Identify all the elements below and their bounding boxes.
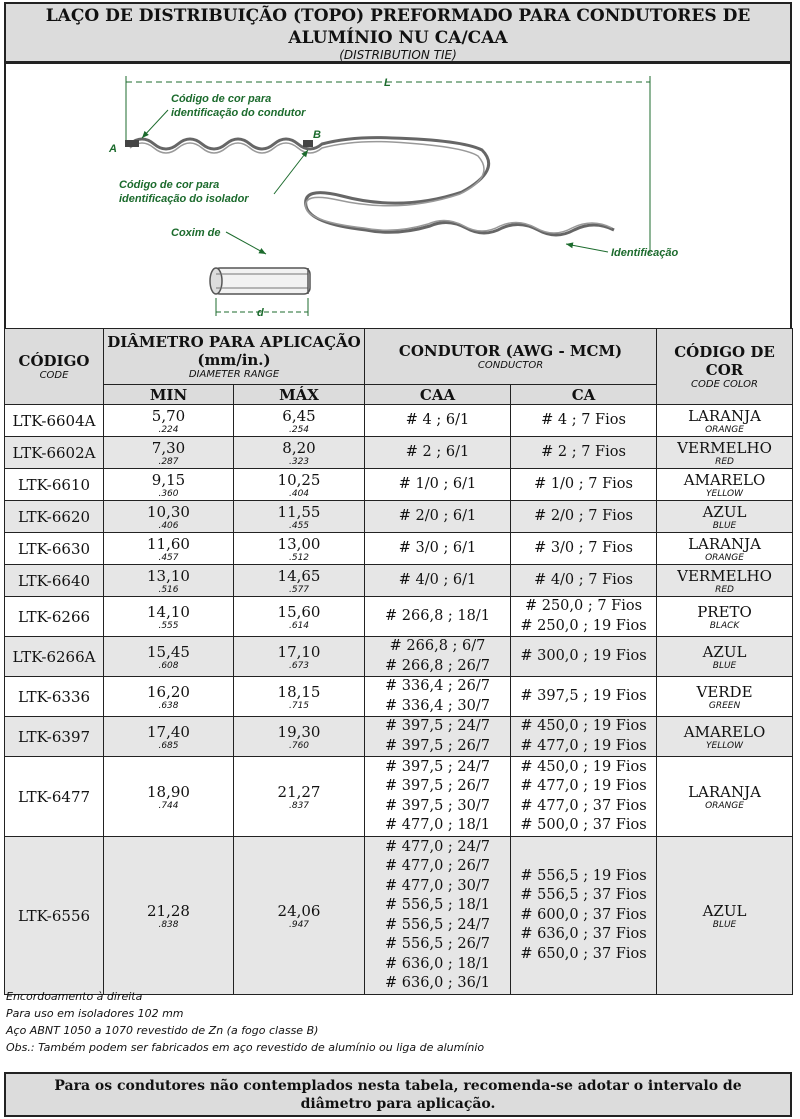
pad-tube — [210, 268, 310, 294]
caa-value: # 397,5 ; 26/7 — [385, 778, 490, 794]
table-body — [5, 405, 793, 995]
footer-recommendation — [4, 1072, 792, 1117]
max-in: .254 — [288, 424, 310, 435]
footer-line-1: Para os condutores não contemplados nesta tabela, recomenda-se adotar o intervalo de — [54, 1078, 742, 1094]
ca-cell — [511, 533, 657, 565]
min-mm: 15,45 — [147, 642, 190, 661]
ca-cell — [511, 565, 657, 597]
header-caa: CAA — [365, 385, 511, 405]
caa-value: # 556,5 ; 18/1 — [385, 897, 490, 913]
ca-value: # 300,0 ; 19 Fios — [520, 647, 647, 664]
max-cell — [234, 677, 365, 717]
title-line-1: LAÇO DE DISTRIBUIÇÃO (TOPO) PREFORMADO PARA CONDUTORES DE — [45, 6, 751, 26]
min-in: .224 — [158, 424, 179, 435]
ca-value: # 556,5 ; 19 Fios — [520, 867, 647, 884]
color-name: LARANJA — [688, 534, 761, 553]
insulator-color-code-line-2: identificação do isolador — [119, 193, 249, 205]
min-in: .360 — [158, 488, 179, 499]
max-cell — [234, 837, 365, 995]
code-cell — [5, 405, 104, 437]
max-mm: 15,60 — [277, 602, 321, 621]
caa-value: # 2/0 ; 6/1 — [398, 507, 477, 524]
code-cell — [5, 437, 104, 469]
max-cell — [234, 469, 365, 501]
code-cell — [5, 637, 104, 677]
ca-value: # 450,0 ; 19 Fios — [520, 718, 647, 734]
color-cell — [657, 757, 793, 837]
header-conductor-en: CONDUCTOR — [477, 359, 544, 371]
caa-value: # 266,8 ; 18/1 — [385, 607, 490, 624]
ca-value: # 500,0 ; 37 Fios — [520, 817, 647, 833]
caa-cell — [365, 757, 511, 837]
min-mm: 11,60 — [147, 534, 190, 553]
caa-cell — [365, 501, 511, 533]
caa-cell — [365, 717, 511, 757]
header-diameter-unit: (mm/in.) — [197, 350, 271, 369]
max-cell — [234, 501, 365, 533]
title-subtitle: (DISTRIBUTION TIE) — [339, 48, 457, 62]
header-color-label: CÓDIGO DE COR — [674, 342, 775, 379]
min-cell — [104, 637, 234, 677]
note-line: Aço ABNT 1050 a 1070 revestido de Zn (a fogo classe B) — [6, 1024, 319, 1037]
color-name: AZUL — [702, 502, 747, 521]
label-d: d — [257, 307, 264, 319]
min-cell — [104, 565, 234, 597]
caa-cell — [365, 533, 511, 565]
ca-value: # 477,0 ; 37 Fios — [520, 797, 647, 814]
color-name-en: RED — [715, 584, 734, 595]
color-cell — [657, 677, 793, 717]
ca-cell — [511, 837, 657, 995]
header-min: MIN — [104, 385, 234, 405]
min-mm: 10,30 — [147, 502, 190, 521]
min-in: .608 — [158, 660, 179, 671]
ca-value: # 600,0 ; 37 Fios — [520, 906, 647, 923]
min-cell — [104, 501, 234, 533]
caa-value: # 4/0 ; 6/1 — [398, 571, 477, 588]
caa-value: # 266,8 ; 6/7 — [389, 638, 486, 654]
min-in: .457 — [158, 552, 179, 563]
max-in: .837 — [288, 800, 310, 811]
code-value: LTK-6397 — [17, 727, 91, 746]
table-row — [5, 501, 793, 533]
code-value: LTK-6640 — [17, 571, 91, 590]
header-diameter-en: DIAMETER RANGE — [188, 368, 280, 380]
min-in: .516 — [158, 584, 179, 595]
ca-cell — [511, 597, 657, 637]
color-name-en: RED — [715, 456, 734, 467]
title-box — [4, 2, 792, 63]
color-name-en: BLACK — [709, 620, 740, 631]
code-cell — [5, 469, 104, 501]
code-value: LTK-6610 — [17, 475, 91, 494]
ca-cell — [511, 637, 657, 677]
color-name: AMARELO — [683, 722, 766, 741]
max-cell — [234, 405, 365, 437]
min-in: .406 — [158, 520, 179, 531]
min-cell — [104, 757, 234, 837]
min-in: .685 — [158, 740, 179, 751]
caa-value: # 397,5 ; 24/7 — [385, 758, 490, 775]
header-conductor — [365, 329, 657, 385]
color-name-en: ORANGE — [705, 800, 744, 811]
ca-value: # 4/0 ; 7 Fios — [534, 571, 633, 588]
code-value: LTK-6266 — [17, 607, 91, 626]
ca-value: # 477,0 ; 19 Fios — [520, 737, 647, 754]
caa-value: # 3/0 ; 6/1 — [398, 539, 477, 556]
ca-value: # 477,0 ; 19 Fios — [520, 778, 647, 794]
ca-value: # 650,0 ; 37 Fios — [520, 945, 647, 962]
color-name-en: BLUE — [712, 660, 737, 671]
table-row — [5, 757, 793, 837]
color-cell — [657, 469, 793, 501]
color-name-en: YELLOW — [706, 740, 743, 751]
min-cell — [104, 677, 234, 717]
min-cell — [104, 437, 234, 469]
table-row — [5, 533, 793, 565]
max-in: .323 — [288, 456, 310, 467]
color-cell — [657, 405, 793, 437]
color-name: LARANJA — [688, 406, 761, 425]
max-cell — [234, 597, 365, 637]
ca-value: # 4 ; 7 Fios — [541, 411, 626, 428]
caa-value: # 336,4 ; 26/7 — [385, 678, 490, 694]
ca-cell — [511, 437, 657, 469]
caa-cell — [365, 837, 511, 995]
max-cell — [234, 757, 365, 837]
color-name: AMARELO — [683, 470, 766, 489]
color-cell — [657, 717, 793, 757]
diagram-panel — [4, 62, 792, 330]
color-cell — [657, 597, 793, 637]
conductor-color-code-line-1: Código de cor para — [171, 93, 272, 105]
insulator-color-code-line-1: Código de cor para — [119, 179, 220, 191]
caa-value: # 636,0 ; 18/1 — [385, 955, 490, 972]
table-row — [5, 717, 793, 757]
caa-cell — [365, 565, 511, 597]
caa-value: # 336,4 ; 30/7 — [385, 697, 490, 714]
max-mm: 18,15 — [277, 682, 321, 701]
note-line: Obs.: Também podem ser fabricados em aço revestido de alumínio ou liga de alumínio — [6, 1041, 485, 1054]
ca-value: # 3/0 ; 7 Fios — [534, 539, 633, 556]
identification-label: Identificação — [611, 247, 679, 259]
ca-cell — [511, 469, 657, 501]
code-cell — [5, 533, 104, 565]
note-line: Encordoamento à direita — [6, 990, 143, 1003]
code-value: LTK-6604A — [12, 411, 96, 430]
caa-value: # 477,0 ; 30/7 — [385, 877, 490, 894]
ca-value: # 1/0 ; 7 Fios — [534, 475, 633, 492]
color-name-en: GREEN — [708, 700, 741, 711]
caa-cell — [365, 405, 511, 437]
header-color-en: CODE COLOR — [691, 378, 759, 390]
conductor-color-code-line-2: identificação do condutor — [171, 107, 306, 119]
color-name: AZUL — [702, 901, 747, 920]
code-value: LTK-6477 — [17, 787, 91, 806]
code-cell — [5, 501, 104, 533]
header-conductor-label: CONDUTOR (AWG - MCM) — [398, 341, 623, 360]
caa-value: # 266,8 ; 26/7 — [385, 657, 490, 674]
max-in: .614 — [288, 620, 310, 631]
min-in: .638 — [158, 700, 179, 711]
max-mm: 24,06 — [277, 901, 321, 920]
header-diameter-label: DIÂMETRO PARA APLICAÇÃO — [107, 332, 361, 351]
min-cell — [104, 469, 234, 501]
color-name-en: YELLOW — [706, 488, 743, 499]
specification-table — [4, 328, 793, 995]
code-value: LTK-6336 — [17, 687, 91, 706]
caa-value: # 2 ; 6/1 — [405, 443, 470, 460]
caa-cell — [365, 469, 511, 501]
max-mm: 14,65 — [277, 566, 321, 585]
ca-cell — [511, 677, 657, 717]
min-mm: 9,15 — [151, 470, 186, 489]
ca-value: # 2/0 ; 7 Fios — [534, 507, 633, 524]
color-cell — [657, 437, 793, 469]
code-value: LTK-6556 — [17, 906, 91, 925]
caa-value: # 1/0 ; 6/1 — [398, 475, 477, 492]
min-mm: 13,10 — [147, 566, 190, 585]
max-cell — [234, 637, 365, 677]
max-cell — [234, 533, 365, 565]
code-cell — [5, 565, 104, 597]
max-mm: 13,00 — [277, 534, 321, 553]
color-code-mark-a — [125, 140, 139, 147]
footer-line-2: diâmetro para aplicação. — [300, 1096, 496, 1112]
color-cell — [657, 533, 793, 565]
header-max: MÁX — [234, 385, 365, 405]
max-in: .947 — [288, 919, 310, 930]
color-code-mark-b — [303, 140, 313, 147]
caa-cell — [365, 677, 511, 717]
code-cell — [5, 757, 104, 837]
caa-value: # 636,0 ; 36/1 — [385, 975, 490, 991]
notes — [6, 988, 484, 1056]
max-in: .715 — [288, 700, 310, 711]
caa-value: # 556,5 ; 26/7 — [385, 936, 490, 952]
color-name-en: ORANGE — [705, 552, 744, 563]
table-row — [5, 637, 793, 677]
color-name: LARANJA — [688, 782, 761, 801]
max-cell — [234, 717, 365, 757]
ca-cell — [511, 501, 657, 533]
header-code — [5, 329, 104, 405]
code-cell — [5, 717, 104, 757]
color-name: VERMELHO — [677, 438, 772, 457]
label-B: B — [313, 129, 321, 141]
ca-value: # 250,0 ; 19 Fios — [520, 617, 647, 634]
ca-value: # 450,0 ; 19 Fios — [520, 758, 647, 775]
header-ca: CA — [511, 385, 657, 405]
min-mm: 17,40 — [147, 722, 190, 741]
caa-value: # 4 ; 6/1 — [405, 411, 470, 428]
max-mm: 17,10 — [277, 642, 321, 661]
code-cell — [5, 837, 104, 995]
code-value: LTK-6602A — [12, 443, 96, 462]
ca-cell — [511, 405, 657, 437]
min-cell — [104, 405, 234, 437]
label-A: A — [109, 143, 117, 155]
color-name-en: BLUE — [712, 520, 737, 531]
ca-value: # 556,5 ; 37 Fios — [520, 887, 647, 904]
max-cell — [234, 565, 365, 597]
code-cell — [5, 677, 104, 717]
min-mm: 21,28 — [147, 901, 190, 920]
max-in: .455 — [288, 520, 310, 531]
note-line: Para uso em isoladores 102 mm — [6, 1007, 184, 1020]
caa-value: # 477,0 ; 26/7 — [385, 858, 490, 874]
table-row — [5, 677, 793, 717]
header-diameter — [104, 329, 365, 385]
min-cell — [104, 597, 234, 637]
min-mm: 14,10 — [147, 602, 190, 621]
diameter-dimension — [216, 298, 308, 319]
caa-value: # 477,0 ; 18/1 — [385, 817, 490, 833]
min-in: .744 — [158, 800, 179, 811]
code-value: LTK-6620 — [17, 507, 91, 526]
title-line-2: ALUMÍNIO NU CA/CAA — [288, 28, 508, 48]
min-in: .555 — [158, 620, 179, 631]
max-in: .673 — [288, 660, 310, 671]
code-value: LTK-6630 — [17, 539, 91, 558]
header-code-label: CÓDIGO — [18, 351, 90, 370]
color-cell — [657, 637, 793, 677]
ca-cell — [511, 717, 657, 757]
min-mm: 5,70 — [151, 406, 186, 425]
table-row — [5, 837, 793, 995]
max-mm: 6,45 — [282, 406, 316, 425]
header-color — [657, 329, 793, 405]
code-cell — [5, 597, 104, 637]
color-name-en: ORANGE — [705, 424, 744, 435]
color-name-en: BLUE — [712, 919, 737, 930]
table-row — [5, 565, 793, 597]
color-cell — [657, 837, 793, 995]
min-cell — [104, 837, 234, 995]
table-row — [5, 437, 793, 469]
max-mm: 11,55 — [277, 502, 321, 521]
color-name: VERMELHO — [677, 566, 772, 585]
min-cell — [104, 717, 234, 757]
color-cell — [657, 501, 793, 533]
caa-cell — [365, 637, 511, 677]
distribution-tie-diagram — [6, 64, 790, 328]
ca-value: # 397,5 ; 19 Fios — [520, 687, 647, 704]
max-in: .512 — [288, 552, 310, 563]
min-mm: 16,20 — [147, 682, 190, 701]
caa-value: # 397,5 ; 24/7 — [385, 718, 490, 734]
max-mm: 10,25 — [277, 470, 321, 489]
caa-value: # 397,5 ; 30/7 — [385, 797, 490, 814]
caa-value: # 477,0 ; 24/7 — [385, 838, 490, 855]
min-cell — [104, 533, 234, 565]
label-L: L — [384, 77, 391, 89]
caa-cell — [365, 597, 511, 637]
ca-value: # 2 ; 7 Fios — [541, 443, 626, 460]
max-mm: 21,27 — [277, 782, 321, 801]
max-mm: 8,20 — [282, 438, 316, 457]
max-mm: 19,30 — [277, 722, 321, 741]
table-row — [5, 597, 793, 637]
caa-value: # 397,5 ; 26/7 — [385, 737, 490, 754]
header-code-en: CODE — [39, 369, 69, 381]
pad-label: Coxim de — [171, 227, 221, 239]
code-value: LTK-6266A — [12, 647, 96, 666]
min-in: .287 — [158, 456, 179, 467]
max-in: .404 — [288, 488, 310, 499]
ca-cell — [511, 757, 657, 837]
max-in: .577 — [288, 584, 310, 595]
max-cell — [234, 437, 365, 469]
min-mm: 18,90 — [147, 782, 190, 801]
caa-value: # 556,5 ; 24/7 — [385, 916, 490, 933]
ca-value: # 636,0 ; 37 Fios — [520, 926, 647, 943]
color-name: VERDE — [696, 682, 753, 701]
table-row — [5, 469, 793, 501]
color-name: PRETO — [697, 602, 752, 621]
min-mm: 7,30 — [151, 438, 186, 457]
caa-cell — [365, 437, 511, 469]
ca-value: # 250,0 ; 7 Fios — [524, 598, 643, 614]
table-row — [5, 405, 793, 437]
min-in: .838 — [158, 919, 179, 930]
color-cell — [657, 565, 793, 597]
color-name: AZUL — [702, 642, 747, 661]
max-in: .760 — [288, 740, 310, 751]
